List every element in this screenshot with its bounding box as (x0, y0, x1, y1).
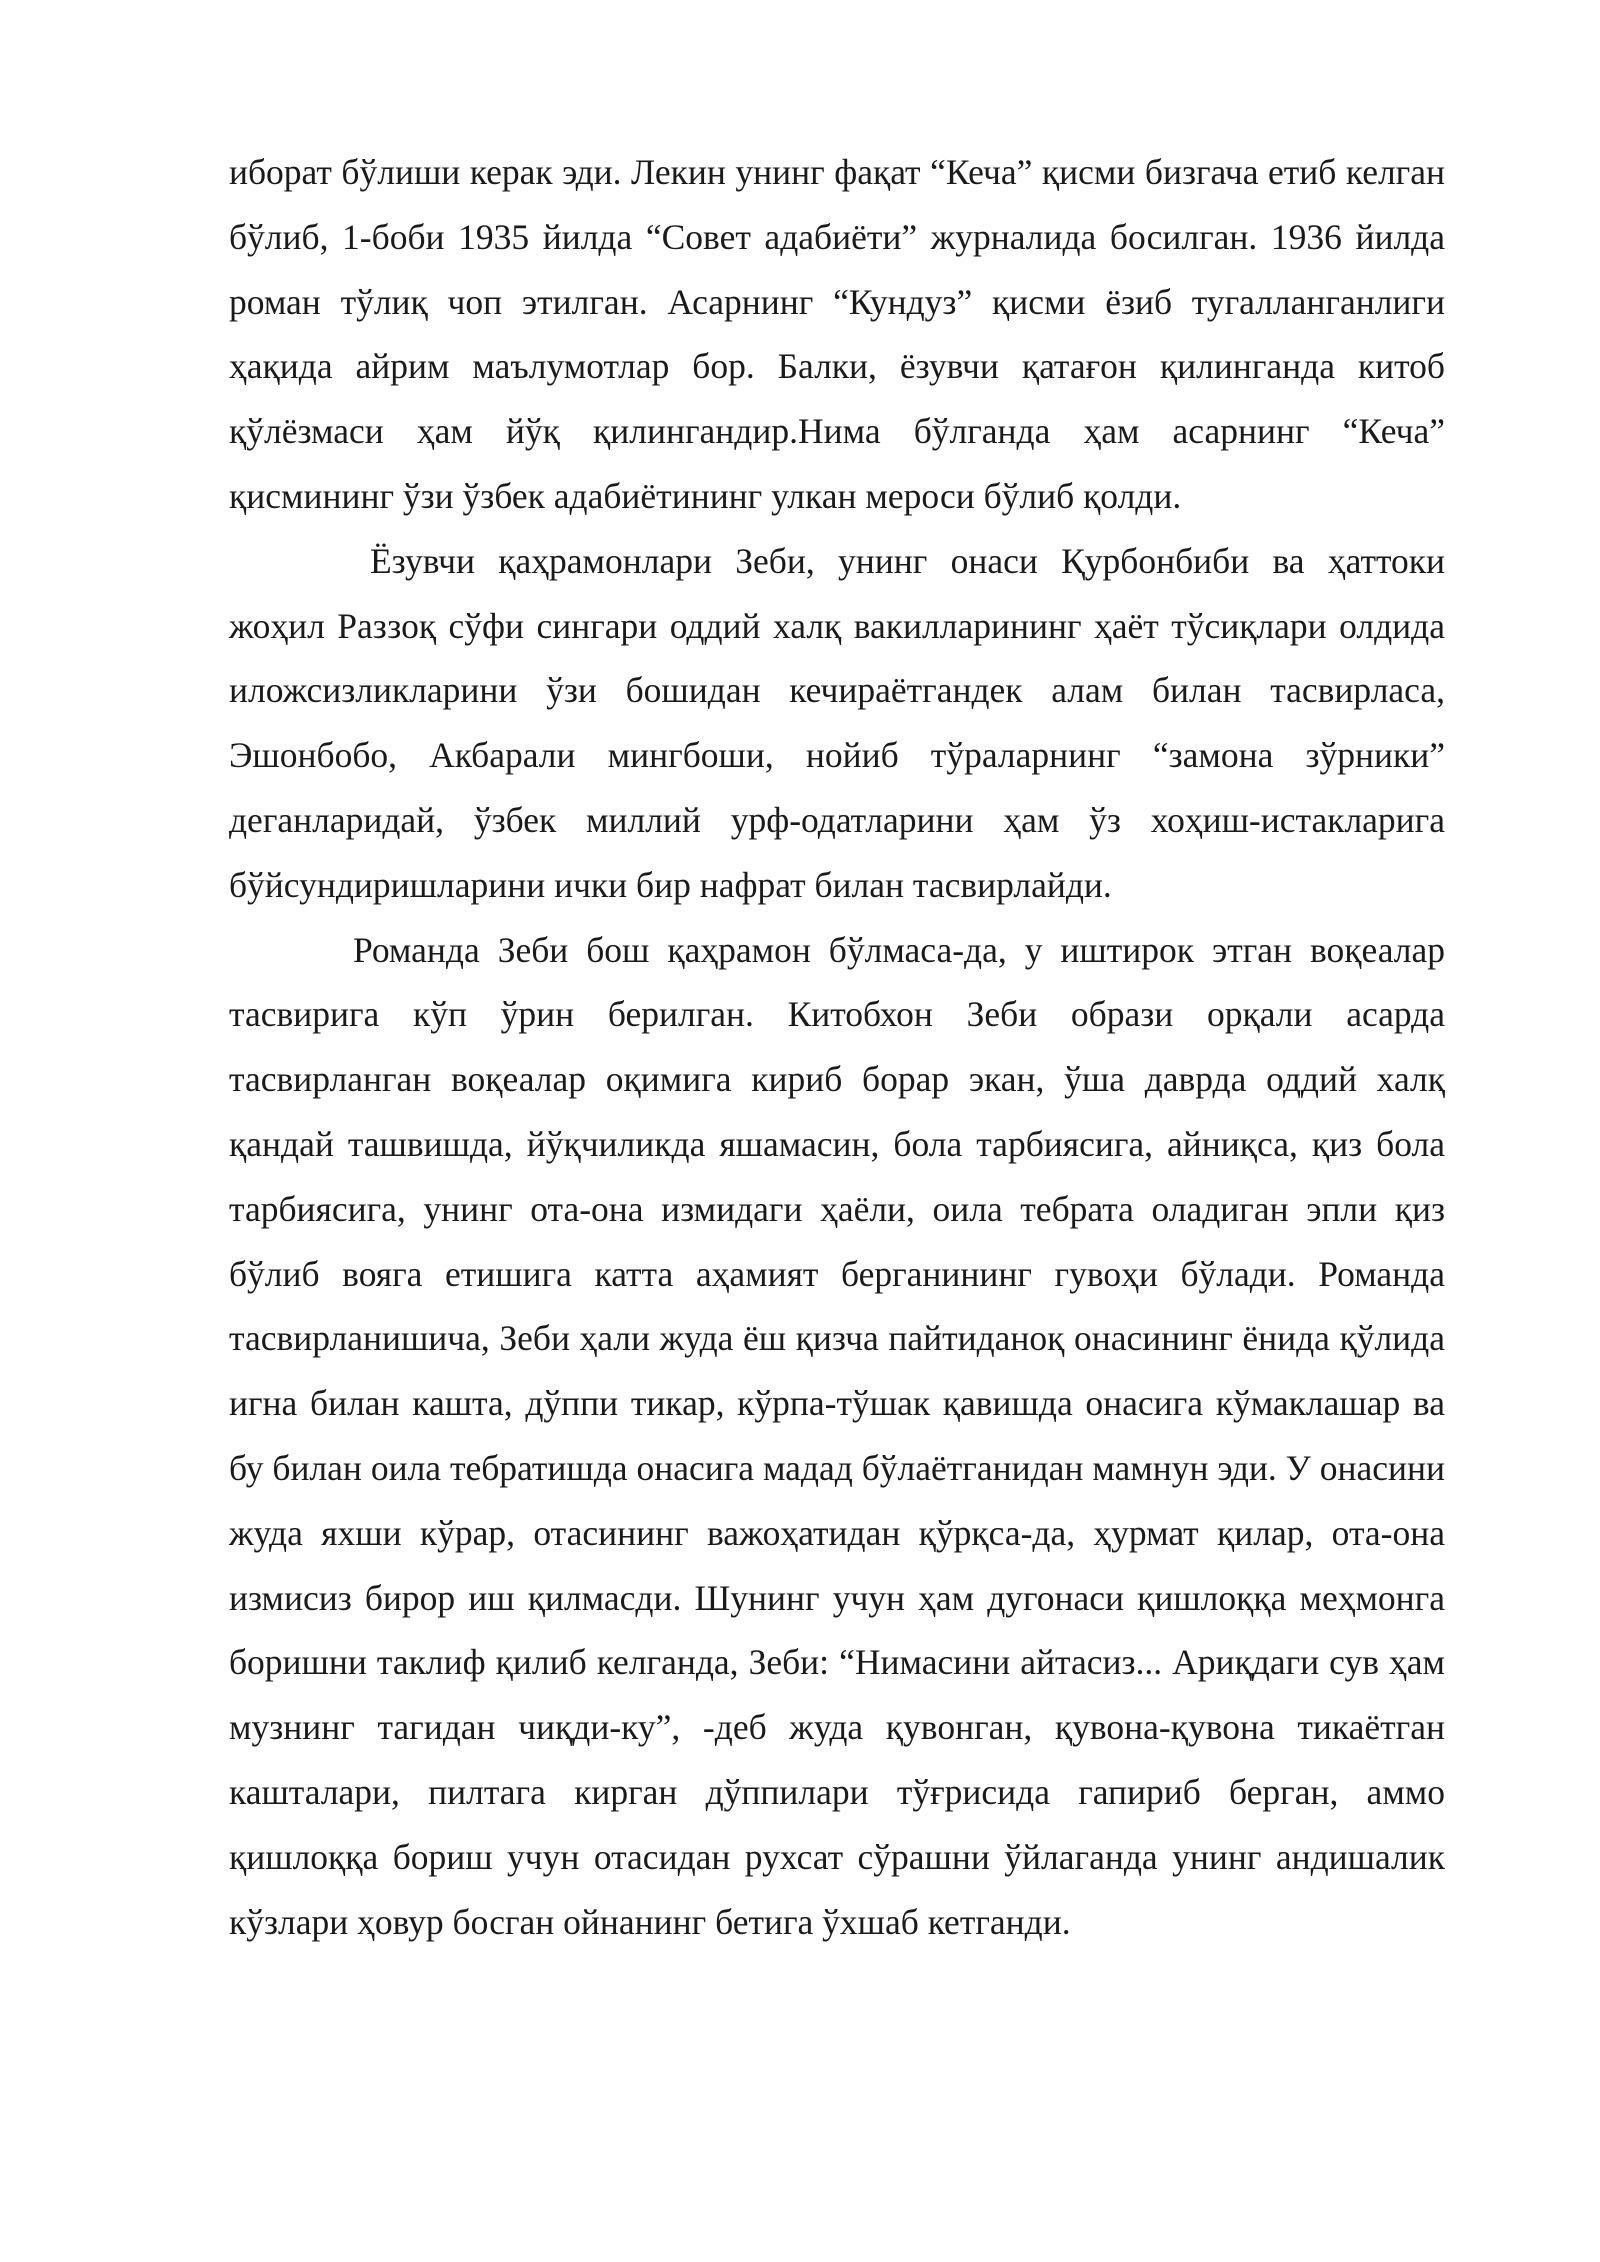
paragraph-2: Ёзувчи қаҳрамонлари Зеби, унинг онаси Қурбонбиби ва ҳаттоки жоҳил Раззоқ сўфи сингари оддий халқ вакилларининг ҳаёт тўсиқлари олдида иложсизликларини ўзи бошидан кечираётгандек алам билан тасвирласа, Эшонбобо, Акбарали мингбоши, нойиб тўраларнинг “замона зўрники” деганларидай, ўзбек миллий урф-одатларини ҳам ўз хоҳиш-истакларига бўйсундиришларини ички бир нафрат билан тасвирлайди. (229, 540, 1445, 905)
paragraph-1: иборат бўлиши керак эди. Лекин унинг фақат “Кеча” қисми бизгача етиб келган бўлиб, 1-боби 1935 йилда “Совет адабиёти” журналида босилган. 1936 йилда роман тўлиқ чоп этилган. Асарнинг “Кундуз” қисми ёзиб тугалланганлиги ҳақида айрим маълумотлар бор. Балки, ёзувчи қатағон қилинганда китоб қўлёзмаси ҳам йўқ қилингандир.Нима бўлганда ҳам асарнинг “Кеча” қисмининг ўзи ўзбек адабиётининг улкан мероси бўлиб қолди. (229, 152, 1445, 516)
body-text (229, 140, 1445, 1954)
paragraph-3: Романда Зеби бош қаҳрамон бўлмаса-да, у иштирок этган воқеалар тасвирига кўп ўрин берилган. Китобхон Зеби образи орқали асарда тасвирланган воқеалар оқимига кириб борар экан, ўша даврда оддий халқ қандай ташвишда, йўқчиликда яшамасин, бола тарбиясига, айниқса, қиз бола тарбиясига, унинг ота-она измидаги ҳаёли, оила тебрата оладиган эпли қиз бўлиб вояга етишига катта аҳамият берганининг гувоҳи бўлади. Романда тасвирланишича, Зеби ҳали жуда ёш қизча пайтиданоқ онасининг ёнида қўлида игна билан кашта, дўппи тикар, кўрпа-тўшак қавишда онасига кўмаклашар ва бу билан оила тебратишда онасига мадад бўлаётганидан мамнун эди. У онасини жуда яхши кўрар, отасининг важоҳатидан қўрқса-да, ҳурмат қилар, ота-она измисиз бирор иш қилмасди. Шунинг учун ҳам дугонаси қишлоққа меҳмонга боришни таклиф қилиб келганда, Зеби: “Нимасини айтасиз... Ариқдаги сув ҳам музнинг тагидан чиқди-ку”, -деб жуда қувонган, қувона-қувона тикаётган кашталари, пилтага кирган дўппилари тўғрисида гапириб берган, аммо қишлоққа бориш учун отасидан рухсат сўрашни ўйлаганда унинг андишалик кўзлари ҳовур босган ойнанинг бетига ўхшаб кетганди. (229, 929, 1445, 1942)
